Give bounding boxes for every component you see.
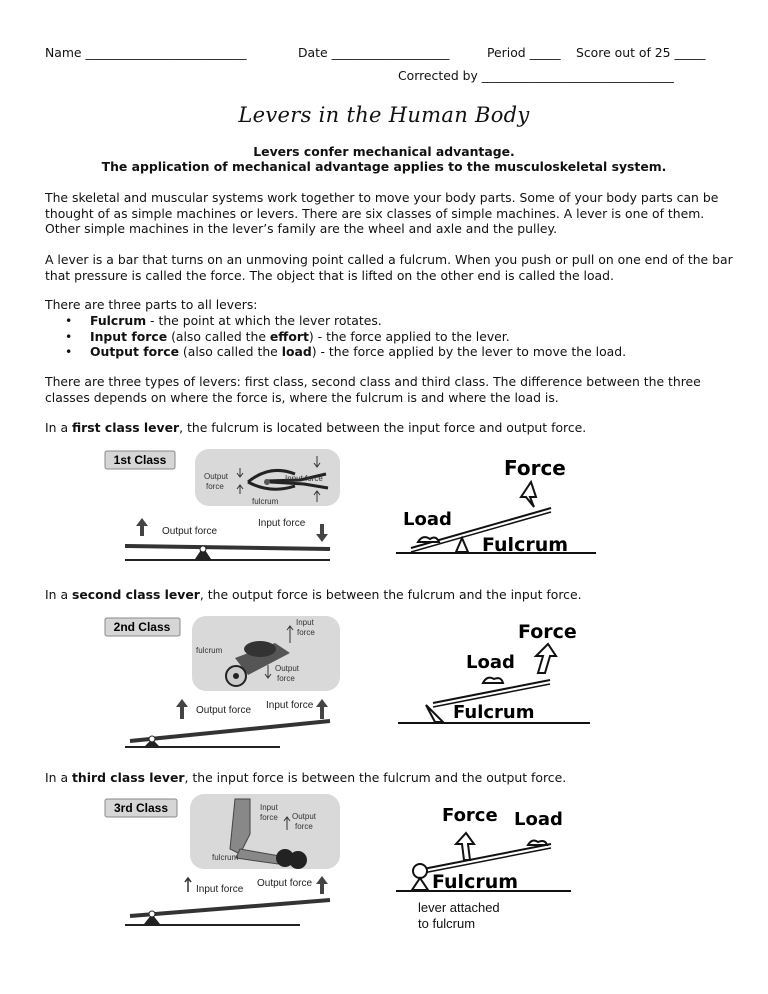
input-arrow-icon [185, 878, 191, 892]
output-force-label: Output force [196, 705, 252, 716]
sentence-text: In a [45, 587, 72, 602]
score-field[interactable]: Score out of 25 _____ [576, 45, 706, 60]
output-force-label: Output force [257, 878, 313, 889]
lever-bar [125, 546, 330, 549]
list-item [45, 313, 725, 329]
lever-bar [130, 721, 330, 741]
third-class-sketch [396, 800, 596, 935]
panel-output-label-2: force [277, 674, 295, 683]
subtitle-line-1: Levers confer mechanical advantage. [253, 144, 515, 159]
load-label: Load [514, 809, 563, 830]
panel-fulcrum-label: fulcrum [196, 646, 223, 655]
parts-intro: There are three parts to all levers: [45, 297, 258, 312]
fulcrum-label: Fulcrum [453, 702, 535, 723]
name-field[interactable]: Name __________________________ [45, 45, 247, 60]
panel-input-label: Input [260, 803, 278, 812]
note-line-1: lever attached [418, 900, 500, 915]
load-label: Load [466, 652, 515, 673]
term-second-class-lever: second class lever [71, 587, 200, 602]
lever-bar [418, 844, 551, 870]
force-label: Force [504, 456, 566, 480]
panel-output-label: Output [292, 812, 317, 821]
pivot-icon [200, 546, 206, 552]
term-effort: effort [269, 328, 309, 344]
load-icon [483, 678, 503, 683]
load-icon [244, 641, 276, 657]
lever-definition-paragraph: A lever is a bar that turns on an unmoving point called a fulcrum. When you push or pull on one end of the bar that pressure is called the force. The object that is lifted on the other end is called the load. [45, 252, 733, 283]
output-label: Output [204, 472, 229, 481]
list-item-text: ) - the force applied to the lever. [308, 328, 510, 344]
list-item-text: - the point at which the lever rotates. [146, 313, 382, 328]
load-icon [418, 537, 439, 542]
pivot-icon [264, 479, 270, 485]
fulcrum-label: Fulcrum [482, 534, 569, 556]
pivot-icon [149, 911, 155, 917]
first-class-sentence [45, 420, 735, 436]
period-label: Period [487, 45, 526, 60]
corrected-by-label: Corrected by [398, 68, 478, 83]
fulcrum-icon [426, 705, 443, 722]
panel-input-label-2: force [297, 628, 315, 637]
panel-input-force-label: Input force [285, 474, 323, 483]
force-arrow-icon [536, 644, 556, 673]
axle-icon [233, 673, 239, 679]
sentence-text: , the output force is between the fulcrum and the input force. [199, 587, 582, 602]
load-label: Load [403, 509, 452, 530]
term-output-force: Output force [90, 344, 179, 359]
lever-bar [130, 900, 330, 916]
force-label: Force [518, 621, 577, 643]
third-class-sentence [45, 770, 735, 786]
second-class-sentence [45, 587, 735, 603]
sentence-text: , the fulcrum is located between the input force and output force. [179, 420, 587, 435]
first-class-diagram [100, 446, 350, 568]
pivot-icon [413, 864, 427, 878]
third-class-diagram [100, 794, 350, 934]
name-label: Name [45, 45, 82, 60]
types-paragraph: There are three types of levers: first class, second class and third class. The difference between the three classes depends on where the force is, where the fulcrum is and where the load is. [45, 374, 701, 405]
score-label: Score out of 25 [576, 45, 671, 60]
first-class-sketch [396, 452, 611, 557]
output-arrow-icon [176, 699, 188, 719]
dumbbell-icon [289, 851, 307, 869]
period-field[interactable]: Period _____ [487, 45, 561, 60]
list-item [45, 329, 725, 345]
input-force-label: Input force [258, 518, 306, 529]
output-arrow-icon [136, 518, 148, 536]
badge-label: 2nd Class [113, 620, 171, 634]
list-item-text: (also called the [167, 328, 270, 344]
fulcrum-label: Fulcrum [432, 871, 519, 893]
panel-output-label-2: force [295, 822, 313, 831]
note-line-2: to fulcrum [418, 916, 476, 931]
date-field[interactable]: Date ___________________ [298, 45, 450, 60]
date-label: Date [298, 45, 328, 60]
corrected-by-field[interactable]: Corrected by _______________________________ [398, 68, 674, 83]
list-item [45, 344, 725, 360]
panel-fulcrum-label: fulcrum [212, 853, 239, 862]
term-third-class-lever: third class lever [71, 770, 185, 785]
fulcrum-icon [412, 878, 428, 890]
pivot-icon [149, 736, 155, 742]
badge-label: 3rd Class [113, 801, 169, 815]
input-arrow-icon [316, 699, 328, 719]
input-force-label: Input force [266, 700, 314, 711]
force-arrow-icon [521, 482, 536, 507]
input-arrow-icon [316, 524, 328, 542]
second-class-sketch [398, 618, 598, 728]
output-force-label: Output force [162, 526, 218, 537]
fulcrum-icon [456, 538, 468, 552]
second-class-diagram [100, 613, 350, 755]
input-force-label: Input force [196, 884, 244, 895]
list-item-text: ) - the force applied by the lever to move the load. [311, 344, 627, 359]
page-title: Levers in the Human Body [238, 103, 530, 127]
force-arrow-icon [456, 833, 474, 860]
output-arrow-icon [316, 876, 328, 894]
panel-input-label: Input [296, 618, 314, 627]
lever-parts-list [45, 313, 725, 360]
panel-fulcrum-label: fulcrum [252, 497, 279, 506]
output-label-2: force [206, 482, 224, 491]
panel-input-label-2: force [260, 813, 278, 822]
term-load: load [281, 344, 312, 359]
sentence-text: In a [45, 770, 72, 785]
sentence-text: , the input force is between the fulcrum and the output force. [184, 770, 567, 785]
sentence-text: In a [45, 420, 72, 435]
subtitle-line-2: The application of mechanical advantage applies to the musculoskeletal system. [101, 159, 667, 174]
term-first-class-lever: first class lever [71, 420, 180, 435]
panel-output-label: Output [275, 664, 300, 673]
intro-paragraph: The skeletal and muscular systems work together to move your body parts. Some of your body parts can be thought of as simple machines or levers. There are six classes of simple machines. A lever is one of them. Other simple machines in the lever’s family are the wheel and axle and the pulley. [45, 190, 719, 236]
force-label: Force [442, 805, 498, 826]
list-item-text: (also called the [178, 344, 282, 359]
term-fulcrum: Fulcrum [90, 313, 147, 328]
term-input-force: Input force [90, 328, 168, 344]
badge-label: 1st Class [113, 453, 167, 467]
